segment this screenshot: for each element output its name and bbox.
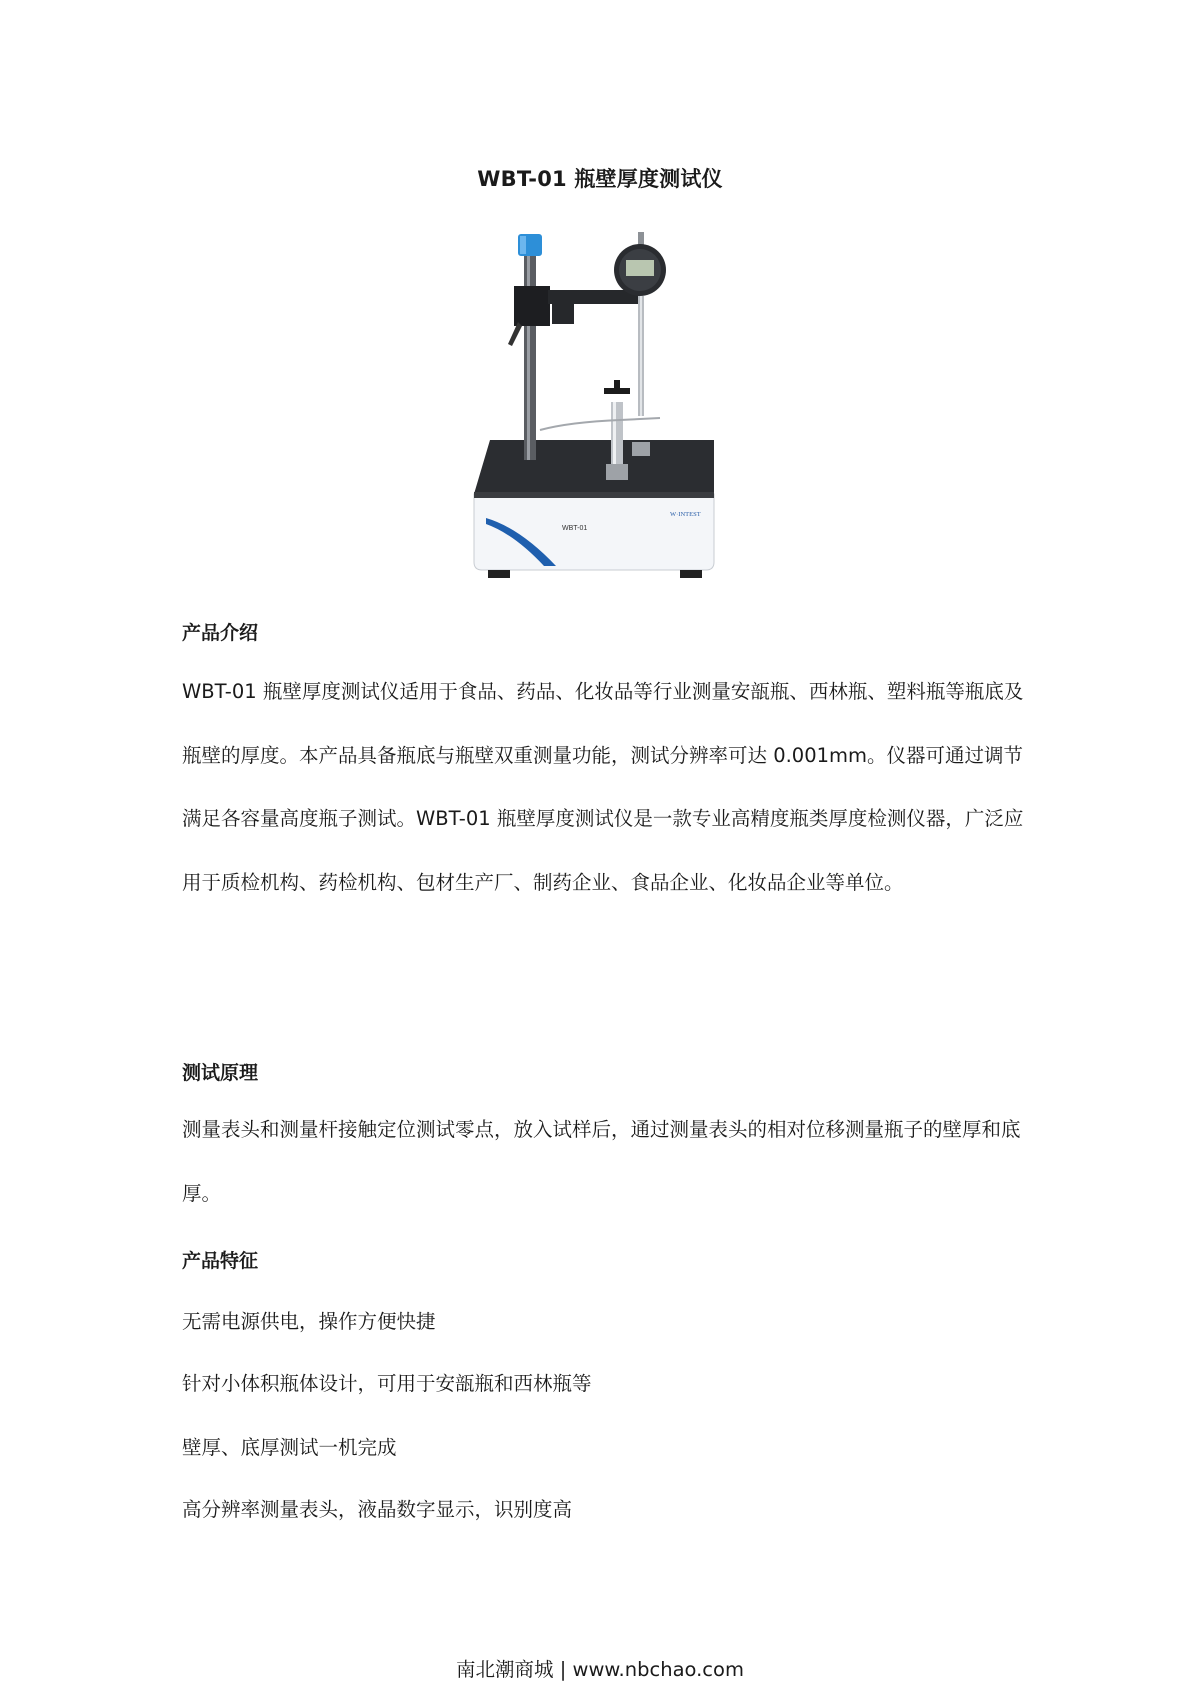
feature-item: 针对小体积瓶体设计，可用于安瓿瓶和西林瓶等 xyxy=(182,1372,592,1395)
product-photo xyxy=(470,232,774,642)
page-title: WBT-01 瓶壁厚度测试仪 xyxy=(477,167,723,191)
panel-label: WBT-01 xyxy=(562,525,588,532)
section-heading-principle: 测试原理 xyxy=(182,1062,259,1084)
panel-brand: W·INTEST xyxy=(670,511,701,518)
feature-item: 壁厚、底厚测试一机完成 xyxy=(182,1436,397,1459)
principle-paragraph: 测量表头和测量杆接触定位测试零点，放入试样后，通过测量表头的相对位移测量瓶子的壁厚和底厚。 xyxy=(182,1118,1021,1205)
feature-item: 高分辨率测量表头，液晶数字显示，识别度高 xyxy=(182,1498,573,1521)
page-footer: 南北潮商城 | www.nbchao.com xyxy=(456,1658,744,1681)
feature-item: 无需电源供电，操作方便快捷 xyxy=(182,1310,436,1333)
intro-paragraph: WBT-01 瓶壁厚度测试仪适用于食品、药品、化妆品等行业测量安瓿瓶、西林瓶、塑料瓶等瓶底及瓶壁的厚度。本产品具备瓶底与瓶壁双重测量功能，测试分辨率可达 0.001mm。仪器可通过调节满足各容量高度瓶子测试。WBT-01 瓶壁厚度测试仪是一款专业高精度瓶类厚度检测仪器，广泛应用于质检机构、药检机构、包材生产厂、制药企业、食品企业、化妆品企业等单位。 xyxy=(182,680,1024,894)
section-heading-features: 产品特征 xyxy=(182,1250,259,1272)
section-heading-intro: 产品介绍 xyxy=(182,622,259,644)
